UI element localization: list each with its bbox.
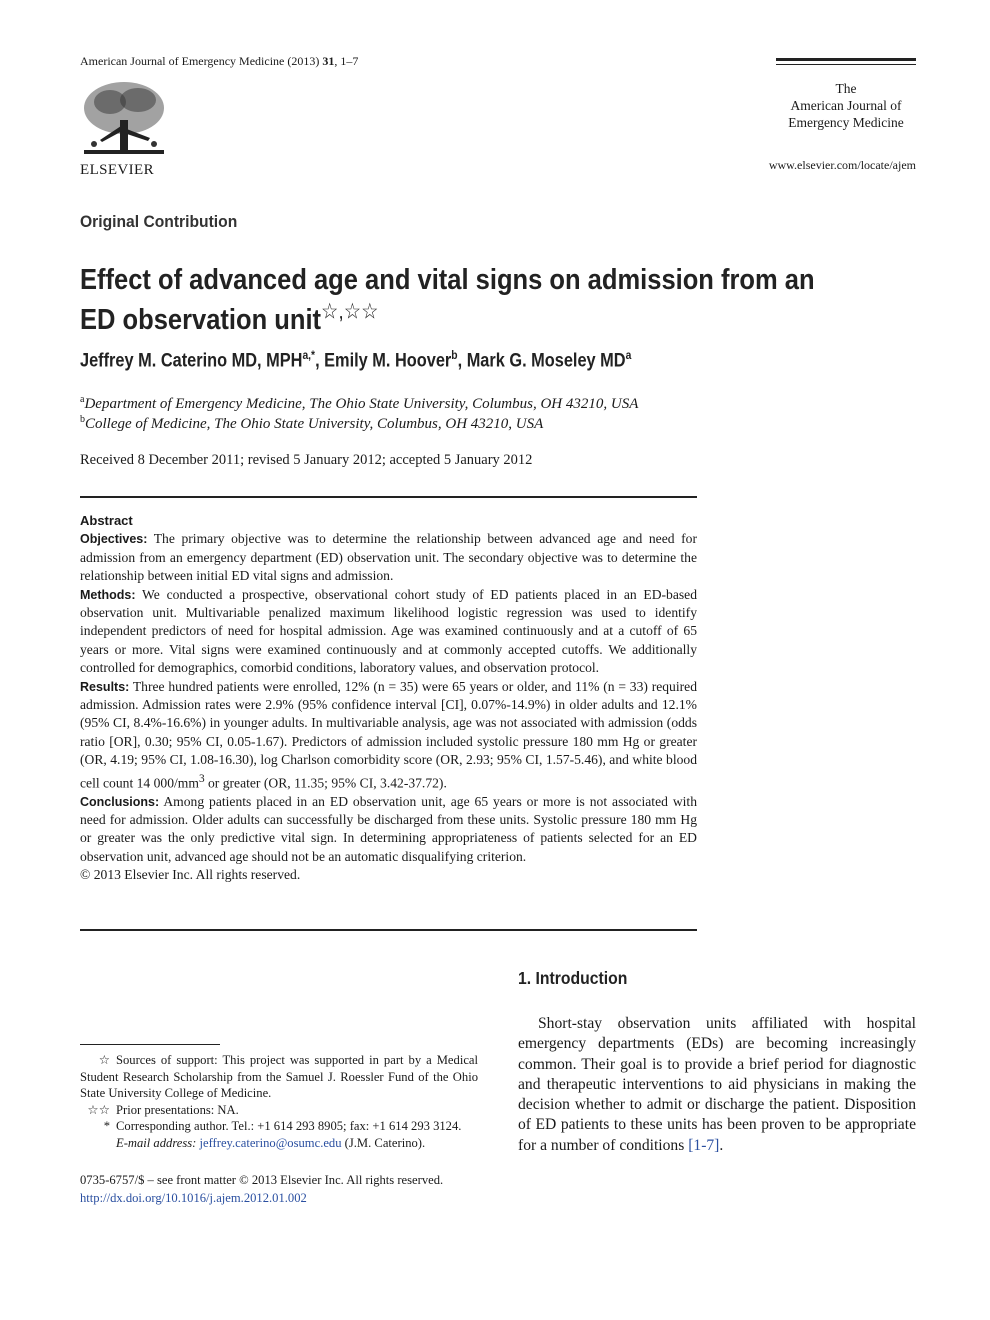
intro-heading: 1. Introduction	[518, 968, 628, 988]
methods-text: We conducted a prospective, observational cohort study of ED patients placed in an ED-based observation unit. Multivariable penalized maximum likelihood logistic regression was used to identify independent predictors of need for hospital admission. Age was examined continuously and at a cutoff of 65 years or more. Vital signs were examined continuously and at commonly accepted cutoffs. We additionally controlled for demographics, comorbid conditions, laboratory values, and observation protocol.	[80, 586, 697, 676]
intro-text: Short-stay observation units affiliated with hospital emergency departments (EDs) are becoming increasingly common. Their goal is to provide a brief period for diagnostic and therapeutic interventions to aid physicians in making the decision whether to admit or discharge the patient. Disposition of ED patients to these units has been proven to be appropriate for a number of conditions	[518, 1015, 916, 1154]
title-footnote-stars[interactable]: ☆,☆☆	[321, 298, 379, 324]
author-name[interactable]: Emily M. Hoover	[324, 350, 452, 372]
conclusions-text: Among patients placed in an ED observation unit, age 65 years or more is not associated with need for admission. Older adults can successfully be discharged from these units. Systolic pressure 180 mm Hg or greater was the only predictive vital sign. In determining appropriateness of patients selected for an ED observation unit, advanced age should not be an automatic disqualifying criterion.	[80, 793, 697, 864]
affiliation-text: College of Medicine, The Ohio State University, Columbus, OH 43210, USA	[85, 416, 544, 432]
abstract-bottom-rule	[80, 929, 697, 931]
author-affil-mark[interactable]: a,*	[302, 348, 316, 362]
citation-pages: , 1–7	[334, 54, 359, 68]
footnote-text: Corresponding author. Tel.: +1 614 293 8905; fax: +1 614 293 3124.	[116, 1119, 462, 1133]
abstract-copyright: © 2013 Elsevier Inc. All rights reserved.	[80, 867, 301, 883]
publisher-name: ELSEVIER	[80, 162, 155, 178]
article-dates: Received 8 December 2011; revised 5 January 2012; accepted 5 January 2012	[80, 452, 533, 468]
author-affil-mark[interactable]: b	[451, 348, 458, 362]
affiliation	[80, 394, 638, 413]
footnote-text: Prior presentations: NA.	[116, 1102, 239, 1117]
citation-volume: 31	[322, 54, 335, 68]
abstract-top-rule	[80, 496, 697, 498]
author-list	[80, 348, 854, 372]
footnote-mark: ☆☆	[87, 1102, 110, 1117]
footnote-text: Sources of support: This project was supported in part by a Medical Student Research Scholarship from the Samuel J. Roessler Fund of the Ohio State University College of Medicine.	[80, 1053, 478, 1100]
objectives-label: Objectives:	[80, 532, 148, 547]
doi-link[interactable]: http://dx.doi.org/10.1016/j.ajem.2012.01.002	[80, 1190, 307, 1205]
results-text: Three hundred patients were enrolled, 12% (n = 35) were 65 years or older, and 11% (n = 33) required admission. Admission rates were 2.9% (95% confidence interval [CI], 0.07%-14.9%) in older adults and 12.1% (95% CI, 8.4%-16.6%) in younger adults. In multivariable analysis, age was not associated with admission (odds ratio [OR], 0.30; 95% CI, 0.05-1.67). Predictors of admission included systolic pressure 180 mm Hg or greater (OR, 4.19; 95% CI, 1.08-16.30), log Charlson comorbidity score (OR, 2.93; 95% CI, 1.57-5.46), and white blood cell count 14 000/mm	[80, 678, 697, 791]
intro-paragraph	[518, 1014, 916, 1156]
journal-name-line2: Emergency Medicine	[788, 115, 904, 130]
conclusions-label: Conclusions:	[80, 794, 160, 809]
author-separator: ,	[457, 350, 467, 372]
footnotes	[80, 1052, 478, 1151]
affiliation-mark: a	[80, 394, 85, 405]
journal-the: The	[835, 81, 857, 96]
citation-prefix: American Journal of Emergency Medicine (2013)	[80, 54, 323, 68]
footnote-corresponding	[80, 1118, 478, 1135]
results-label: Results:	[80, 679, 130, 694]
journal-masthead	[776, 80, 916, 131]
journal-citation	[80, 54, 358, 69]
email-owner: (J.M. Caterino).	[341, 1135, 426, 1150]
footnote-email	[80, 1135, 478, 1152]
abstract-heading: Abstract	[80, 513, 133, 528]
author-separator: ,	[315, 350, 325, 372]
elsevier-logo	[80, 80, 168, 179]
author-affil-mark[interactable]: a	[625, 348, 632, 362]
section-label: Original Contribution	[80, 212, 238, 231]
tree-icon	[80, 80, 168, 160]
journal-name-line1: American Journal of	[790, 98, 902, 113]
journal-url[interactable]: www.elsevier.com/locate/ajem	[768, 158, 916, 172]
abstract-methods	[80, 586, 697, 678]
results-text-end: or greater (OR, 11.35; 95% CI, 3.42-37.72).	[204, 775, 447, 791]
citation-link[interactable]: [1-7]	[688, 1136, 720, 1154]
intro-end: .	[719, 1136, 724, 1154]
author-name[interactable]: Mark G. Moseley MD	[466, 350, 626, 372]
footnote-mark: ☆	[98, 1053, 110, 1067]
title-line2: ED observation unit	[80, 304, 322, 336]
affiliation-text: Department of Emergency Medicine, The Ohio State University, Columbus, OH 43210, USA	[84, 396, 639, 412]
footnote-funding	[80, 1052, 478, 1102]
abstract-objectives	[80, 530, 697, 585]
footnote-mark: *	[103, 1119, 110, 1133]
abstract-conclusions	[80, 793, 697, 867]
email-link[interactable]: jeffrey.caterino@osumc.edu	[199, 1135, 342, 1150]
email-label: E-mail address:	[116, 1135, 197, 1150]
article-title	[80, 260, 828, 340]
author-name[interactable]: Jeffrey M. Caterino MD, MPH	[80, 350, 303, 372]
footnote-rule	[80, 1044, 220, 1045]
issn-line: 0735-6757/$ – see front matter © 2013 Elsevier Inc. All rights reserved.	[80, 1173, 444, 1187]
front-matter	[80, 1172, 500, 1207]
objectives-text: The primary objective was to determine the relationship between advanced age and need for admission from an emergency department (ED) observation unit. The secondary objective was to determine the relationship between initial ED vital signs and admission.	[80, 531, 697, 584]
affiliation-mark: b	[80, 414, 85, 425]
results-superscript: 3	[198, 772, 205, 785]
methods-label: Methods:	[80, 587, 136, 602]
affiliation	[80, 414, 543, 433]
title-line1: Effect of advanced age and vital signs on admission from an	[80, 264, 815, 296]
abstract	[80, 512, 697, 885]
masthead-rules	[776, 58, 916, 68]
abstract-results	[80, 678, 697, 793]
footnote-presentations	[80, 1102, 478, 1119]
